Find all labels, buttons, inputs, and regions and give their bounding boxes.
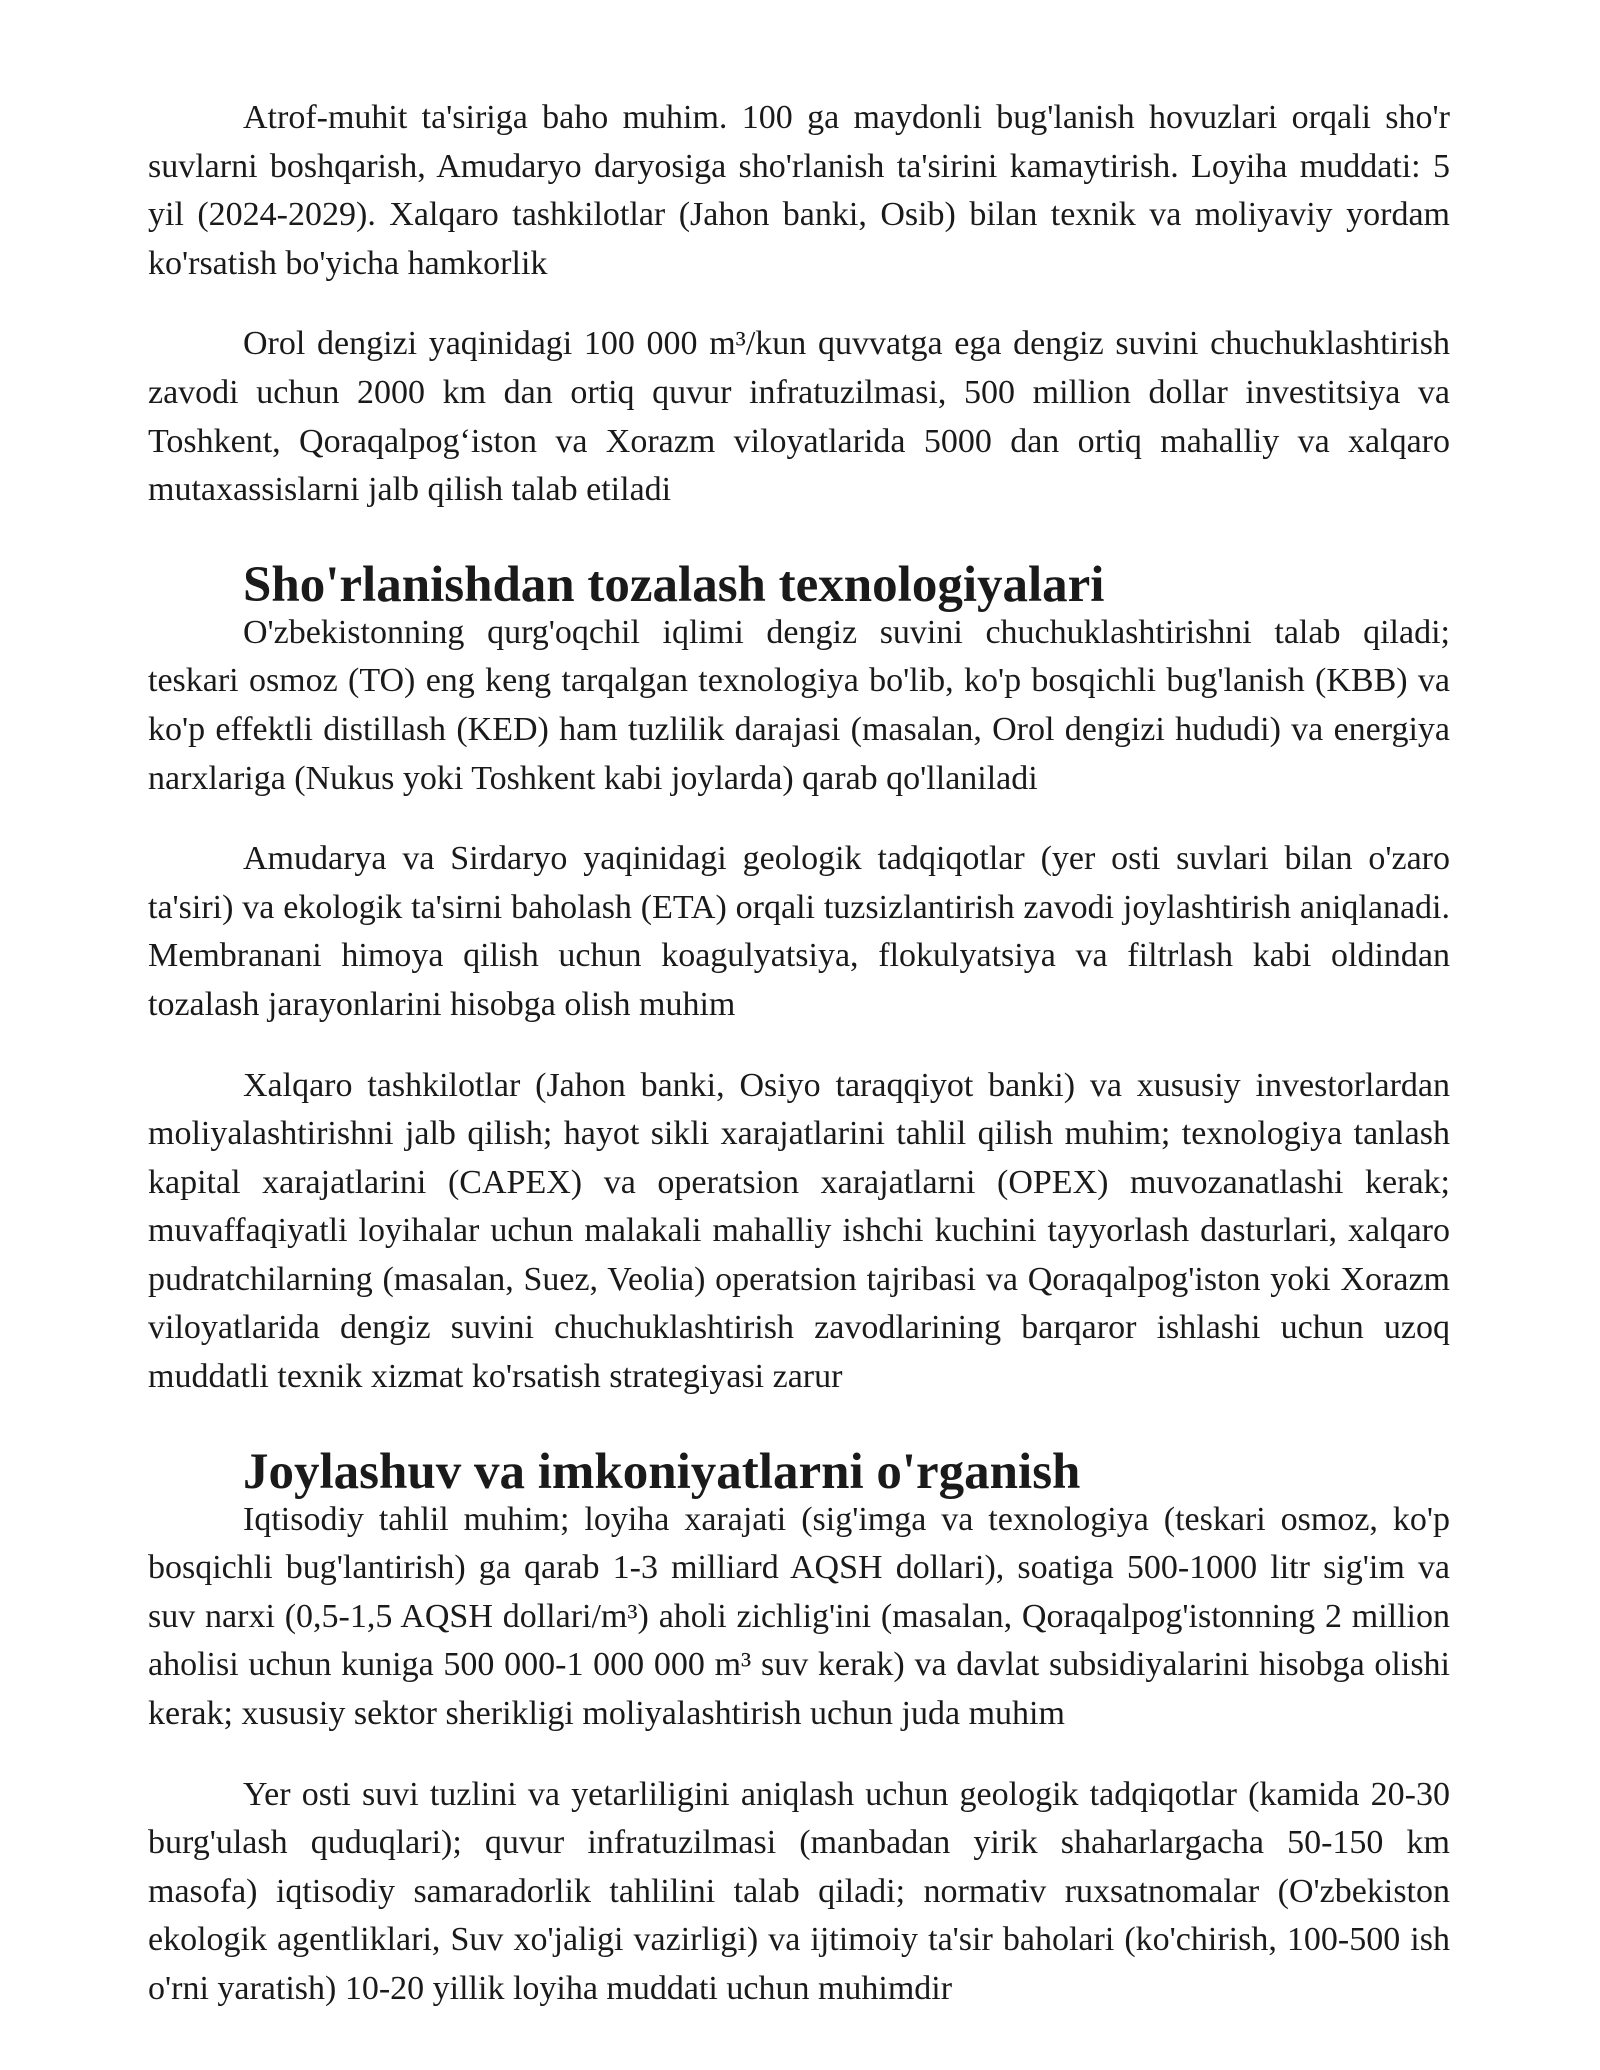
- paragraph-economic-analysis: Iqtisodiy tahlil muhim; loyiha xarajati (sig'imga va texnologiya (teskari osmoz, ko'p bosqichli bug'lantirish) ga qarab 1-3 milliard AQSH dollari), soatiga 500-1000 litr sig'im va suv narxi (0,5-1,5 AQSH dollari/m³) aholi zichlig'ini (masalan, Qoraqalpog'istonning 2 million aholisi uchun kuniga 500 000-1 000 000 m³ suv kerak) va davlat subsidiyalarini hisobga olishi kerak; xususiy sektor sherikligi moliyalashtirish uchun juda muhim: [148, 1500, 1450, 1733]
- paragraph-environmental-impact: Atrof-muhit ta'siriga baho muhim. 100 ga maydonli bug'lanish hovuzlari orqali sho'r suvlarni boshqarish, Amudaryo daryosiga sho'rlanish ta'sirini kamaytirish. Loyiha muddati: 5 yil (2024-2029). Xalqaro tashkilotlar (Jahon banki, Osib) bilan texnik va moliyaviy yordam ko'rsatish bo'yicha hamkorlik: [148, 99, 1450, 282]
- paragraph-technologies: O'zbekistonning qurg'oqchil iqlimi dengiz suvini chuchuklashtirishni talab qiladi; teskari osmoz (TO) eng keng tarqalgan texnologiya bo'lib, ko'p bosqichli bug'lanish (KBB) va ko'p effektli distillash (KED) ham tuzlilik darajasi (masalan, Orol dengizi hududi) va energiya narxlariga (Nukus yoki Toshkent kabi joylarda) qarab qo'llaniladi: [148, 613, 1450, 797]
- paragraph-financing: Xalqaro tashkilotlar (Jahon banki, Osiyo taraqqiyot banki) va xususiy investorlardan moliyalashtirishni jalb qilish; hayot sikli xarajatlarini tahlil qilish muhim; texnologiya tanlash kapital xarajatlarini (CAPEX) va operatsion xarajatlarni (OPEX) muvozanatlashi kerak; muvaffaqiyatli loyihalar uchun malakali mahalliy ishchi kuchini tayyorlash dasturlari, xalqaro pudratchilarning (masalan, Suez, Veolia) operatsion tajribasi va Qoraqalpog'iston yoki Xorazm viloyatlarida dengiz suvini chuchuklashtirish zavodlarining barqaror ishlashi uchun uzoq muddatli texnik xizmat ko'rsatish strategiyasi zarur: [148, 1066, 1450, 1396]
- document-page: [148, 94, 1450, 2046]
- paragraph-aral-sea-plant: Orol dengizi yaqinidagi 100 000 m³/kun quvvatga ega dengiz suvini chuchuklashtirish zavodi uchun 2000 km dan ortiq quvur infratuzilmasi, 500 million dollar investitsiya va Toshkent, Qoraqalpog‘iston va Xorazm viloyatlarida 5000 dan ortiq mahalliy va xalqaro mutaxassislarni jalb qilish talab etiladi: [148, 325, 1450, 509]
- paragraph-groundwater-studies: Yer osti suvi tuzlini va yetarliligini aniqlash uchun geologik tadqiqotlar (kamida 20-30 burg'ulash quduqlari); quvur infratuzilmasi (manbadan yirik shaharlargacha 50-150 km masofa) iqtisodiy samaradorlik tahlilini talab qiladi; normativ ruxsatnomalar (O'zbekiston ekologik agentliklari, Suv xo'jaligi vazirligi) va ijtimoiy ta'sir baholari (ko'chirish, 100-500 ish o'rni yaratish) 10-20 yillik loyiha muddati uchun muhimdir: [148, 1775, 1450, 2007]
- heading-desalination-technologies: Sho'rlanishdan tozalash texnologiyalari: [243, 556, 1105, 613]
- heading-location-feasibility: Joylashuv va imkoniyatlarni o'rganish: [243, 1443, 1081, 1500]
- paragraph-geological-surveys: Amudarya va Sirdaryo yaqinidagi geologik tadqiqotlar (yer osti suvlari bilan o'zaro ta'siri) va ekologik ta'sirni baholash (ETA) orqali tuzsizlantirish zavodi joylashtirish aniqlanadi. Membranani himoya qilish uchun koagulyatsiya, flokulyatsiya va filtrlash kabi oldindan tozalash jarayonlarini hisobga olish muhim: [148, 840, 1450, 1023]
